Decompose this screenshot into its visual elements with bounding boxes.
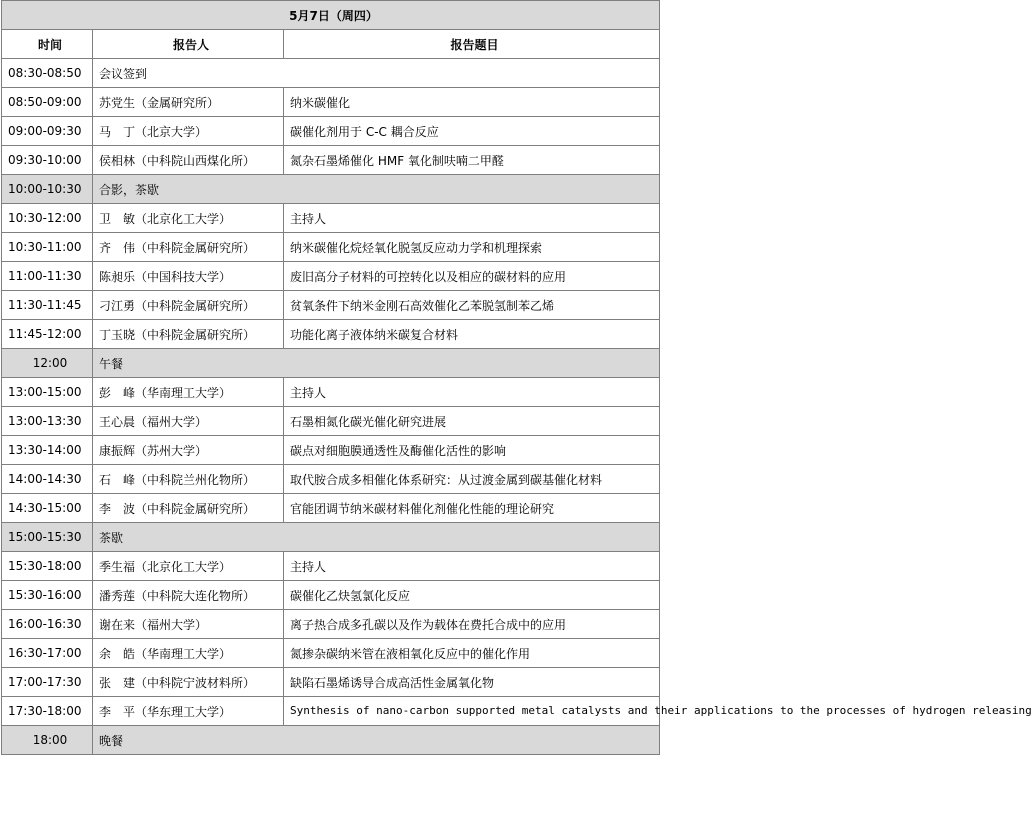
column-header-row [2,30,660,59]
table-row [2,668,660,697]
day-header-row [2,1,660,30]
topic-cell: 碳催化剂用于 C-C 耦合反应 [284,117,660,146]
day-title: 5月7日（周四） [2,1,660,30]
topic-cell: 离子热合成多孔碳以及作为载体在费托合成中的应用 [284,610,660,639]
speaker-cell: 彭 峰（华南理工大学） [93,378,284,407]
topic-cell: Synthesis of nano-carbon supported metal catalysts and their applications to the processes of hydrogen releasing [284,697,660,726]
time-cell: 18:00 [2,726,93,755]
column-header-topic: 报告题目 [284,30,660,59]
topic-cell: 官能团调节纳米碳材料催化剂催化性能的理论研究 [284,494,660,523]
time-cell: 17:00-17:30 [2,668,93,697]
speaker-cell: 卫 敏（北京化工大学） [93,204,284,233]
time-cell: 15:00-15:30 [2,523,93,552]
time-cell: 16:30-17:00 [2,639,93,668]
table-row [2,581,660,610]
speaker-cell: 余 皓（华南理工大学） [93,639,284,668]
speaker-cell: 苏党生（金属研究所） [93,88,284,117]
time-cell: 09:00-09:30 [2,117,93,146]
speaker-cell: 张 建（中科院宁波材料所） [93,668,284,697]
event-row [2,59,660,88]
time-cell: 11:00-11:30 [2,262,93,291]
speaker-cell: 李 平（华东理工大学） [93,697,284,726]
time-cell: 15:30-16:00 [2,581,93,610]
time-cell: 13:00-15:00 [2,378,93,407]
break-label: 茶歇 [93,523,660,552]
table-row [2,465,660,494]
time-cell: 10:00-10:30 [2,175,93,204]
time-cell: 11:45-12:00 [2,320,93,349]
time-cell: 08:30-08:50 [2,59,93,88]
break-row [2,349,660,378]
topic-cell: 石墨相氮化碳光催化研究进展 [284,407,660,436]
speaker-cell: 丁玉晓（中科院金属研究所） [93,320,284,349]
table-row [2,117,660,146]
topic-cell: 主持人 [284,378,660,407]
table-row [2,639,660,668]
break-row [2,523,660,552]
event-label: 会议签到 [93,59,660,88]
speaker-cell: 康振辉（苏州大学） [93,436,284,465]
table-row [2,494,660,523]
time-cell: 12:00 [2,349,93,378]
table-row [2,697,660,726]
time-cell: 14:00-14:30 [2,465,93,494]
topic-cell: 主持人 [284,552,660,581]
speaker-cell: 潘秀莲（中科院大连化物所） [93,581,284,610]
schedule-table [1,0,1032,755]
speaker-cell: 季生福（北京化工大学） [93,552,284,581]
time-cell: 10:30-12:00 [2,204,93,233]
table-row [2,378,660,407]
table-row [2,88,660,117]
table-row [2,262,660,291]
topic-cell: 主持人 [284,204,660,233]
topic-cell: 废旧高分子材料的可控转化以及相应的碳材料的应用 [284,262,660,291]
time-cell: 09:30-10:00 [2,146,93,175]
topic-cell: 碳点对细胞膜通透性及酶催化活性的影响 [284,436,660,465]
time-cell: 17:30-18:00 [2,697,93,726]
speaker-cell: 刁江勇（中科院金属研究所） [93,291,284,320]
schedule-sheet [1,0,1032,755]
speaker-cell: 齐 伟（中科院金属研究所） [93,233,284,262]
time-cell: 11:30-11:45 [2,291,93,320]
time-cell: 13:30-14:00 [2,436,93,465]
topic-cell: 功能化离子液体纳米碳复合材料 [284,320,660,349]
topic-cell: 纳米碳催化 [284,88,660,117]
topic-cell: 碳催化乙炔氢氯化反应 [284,581,660,610]
break-row [2,726,660,755]
speaker-cell: 谢在来（福州大学） [93,610,284,639]
speaker-cell: 马 丁（北京大学） [93,117,284,146]
speaker-cell: 李 波（中科院金属研究所） [93,494,284,523]
break-label: 午餐 [93,349,660,378]
table-row [2,407,660,436]
time-cell: 15:30-18:00 [2,552,93,581]
time-cell: 14:30-15:00 [2,494,93,523]
table-row [2,320,660,349]
column-header-time: 时间 [2,30,93,59]
topic-cell: 纳米碳催化烷烃氧化脱氢反应动力学和机理探索 [284,233,660,262]
speaker-cell: 石 峰（中科院兰州化物所） [93,465,284,494]
table-row [2,552,660,581]
topic-cell: 氮掺杂碳纳米管在液相氧化反应中的催化作用 [284,639,660,668]
topic-cell: 贫氧条件下纳米金刚石高效催化乙苯脱氢制苯乙烯 [284,291,660,320]
time-cell: 13:00-13:30 [2,407,93,436]
time-cell: 10:30-11:00 [2,233,93,262]
topic-cell: 取代胺合成多相催化体系研究：从过渡金属到碳基催化材料 [284,465,660,494]
break-row [2,175,660,204]
topic-cell: 氮杂石墨烯催化 HMF 氧化制呋喃二甲醛 [284,146,660,175]
break-label: 合影，茶歇 [93,175,660,204]
column-header-speaker: 报告人 [93,30,284,59]
table-row [2,610,660,639]
break-label: 晚餐 [93,726,660,755]
speaker-cell: 侯相林（中科院山西煤化所） [93,146,284,175]
time-cell: 16:00-16:30 [2,610,93,639]
table-row [2,233,660,262]
table-row [2,436,660,465]
speaker-cell: 王心晨（福州大学） [93,407,284,436]
table-row [2,204,660,233]
time-cell: 08:50-09:00 [2,88,93,117]
speaker-cell: 陈昶乐（中国科技大学） [93,262,284,291]
topic-cell: 缺陷石墨烯诱导合成高活性金属氧化物 [284,668,660,697]
table-row [2,146,660,175]
table-row [2,291,660,320]
